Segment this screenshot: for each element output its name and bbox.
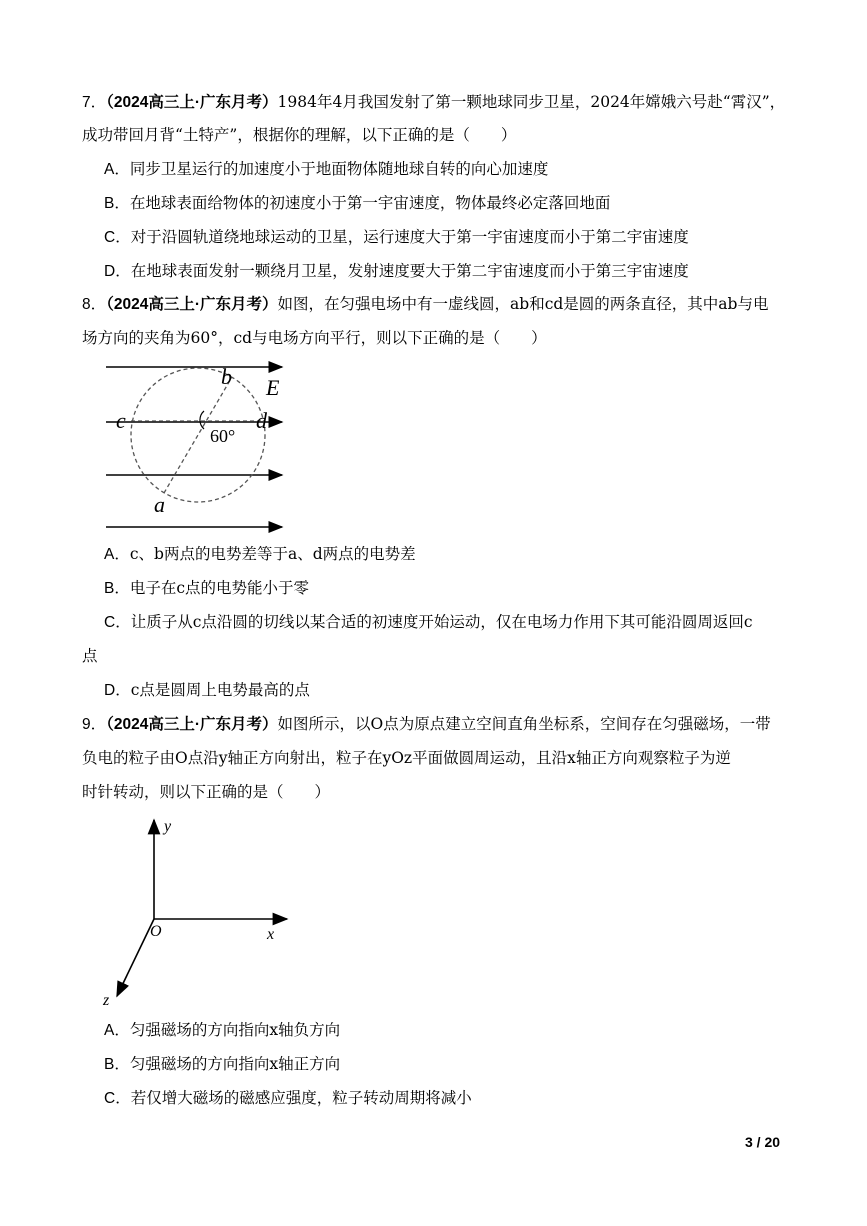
q9-stem-line-3: 时针转动，则以下正确的是（ ） <box>82 783 331 801</box>
q9-stem-text-1: 如图所示，以O点为原点建立空间直角坐标系，空间存在匀强磁场，一带 <box>277 715 771 733</box>
q7-stem-line-2: 成功带回月背“土特产”，根据你的理解，以下正确的是（ ） <box>82 126 517 144</box>
q8-option-d[interactable] <box>104 680 310 701</box>
option-text: 在地球表面发射一颗绕月卫星，发射速度要大于第二宇宙速度而小于第三宇宙速度 <box>130 262 689 280</box>
option-letter: D． <box>104 682 131 699</box>
label-d: d <box>256 408 267 433</box>
option-letter: D． <box>104 263 131 280</box>
option-text: 在地球表面给物体的初速度小于第一宇宙速度，物体最终必定落回地面 <box>129 194 611 212</box>
label-b: b <box>221 364 232 389</box>
option-letter: A． <box>104 1022 130 1039</box>
label-z: z <box>103 992 110 1009</box>
option-text: 对于沿圆轨道绕地球运动的卫星，运行速度大于第一宇宙速度而小于第二宇宙速度 <box>130 228 689 246</box>
q8-number: 8． <box>82 296 107 313</box>
q7-option-b[interactable] <box>104 193 610 214</box>
option-text: c、b两点的电势差等于a、d两点的电势差 <box>129 545 416 563</box>
q7-stem-line-1 <box>82 92 785 113</box>
option-letter: C． <box>104 614 131 631</box>
q8-stem-line-2: 场方向的夹角为60°，cd与电场方向平行，则以下正确的是（ ） <box>82 329 547 347</box>
page-number: 3 / 20 <box>745 1134 781 1150</box>
q8-option-c[interactable] <box>104 612 753 633</box>
option-letter: A． <box>104 161 130 178</box>
q9-source: （2024高三上·广东月考） <box>106 716 278 733</box>
q9-stem-line-1 <box>82 714 771 735</box>
option-text: c点是圆周上电势最高的点 <box>130 681 310 699</box>
label-y: y <box>164 818 172 835</box>
option-text: 电子在c点的电势能小于零 <box>129 579 310 597</box>
option-text: 匀强磁场的方向指向x轴负方向 <box>129 1021 341 1039</box>
label-c: c <box>116 408 126 433</box>
option-text: 若仅增大磁场的磁感应强度，粒子转动周期将减小 <box>130 1089 472 1107</box>
option-letter: C． <box>104 229 131 246</box>
label-O: O <box>150 923 162 940</box>
q9-option-a[interactable] <box>104 1020 340 1041</box>
q8-source: （2024高三上·广东月考） <box>106 296 278 313</box>
angle-label: 60° <box>210 426 236 446</box>
option-letter: C． <box>104 1090 131 1107</box>
q7-option-a[interactable] <box>104 159 548 180</box>
dashed-circle <box>131 368 265 502</box>
q8-option-a[interactable] <box>104 544 416 565</box>
q8-option-b[interactable] <box>104 578 309 599</box>
q8-option-c-continued: 点 <box>82 647 98 665</box>
q7-source: （2024高三上·广东月考） <box>106 94 278 111</box>
q8-stem-line-1 <box>82 294 768 315</box>
option-text: 匀强磁场的方向指向x轴正方向 <box>129 1055 341 1073</box>
q9-stem-line-2: 负电的粒子由O点沿y轴正方向射出，粒子在yOz平面做圆周运动，且沿x轴正方向观察粒子为逆 <box>82 749 731 767</box>
q9-number: 9． <box>82 716 107 733</box>
q9-coordinate-figure <box>95 812 300 1012</box>
q8-electric-field-figure <box>100 355 300 535</box>
q7-option-c[interactable] <box>104 227 689 248</box>
option-letter: B． <box>104 580 130 597</box>
option-letter: B． <box>104 195 130 212</box>
q9-option-c[interactable] <box>104 1088 472 1109</box>
option-letter: A． <box>104 546 130 563</box>
z-axis <box>117 919 154 996</box>
q8-stem-text-1: 如图，在匀强电场中有一虚线圆，ab和cd是圆的两条直径，其中ab与电 <box>277 295 769 313</box>
option-letter: B． <box>104 1056 130 1073</box>
q7-number: 7． <box>82 94 107 111</box>
option-text: 同步卫星运行的加速度小于地面物体随地球自转的向心加速度 <box>129 160 549 178</box>
q7-stem-text-1: 1984年4月我国发射了第一颗地球同步卫星，2024年嫦娥六号赴“霄汉”， <box>277 93 786 111</box>
q9-option-b[interactable] <box>104 1054 340 1075</box>
label-x: x <box>267 926 275 943</box>
q7-option-d[interactable] <box>104 261 689 282</box>
option-text: 让质子从c点沿圆的切线以某合适的初速度开始运动，仅在电场力作用下其可能沿圆周返回c <box>130 613 753 631</box>
label-a: a <box>154 492 165 517</box>
label-E: E <box>266 375 280 400</box>
